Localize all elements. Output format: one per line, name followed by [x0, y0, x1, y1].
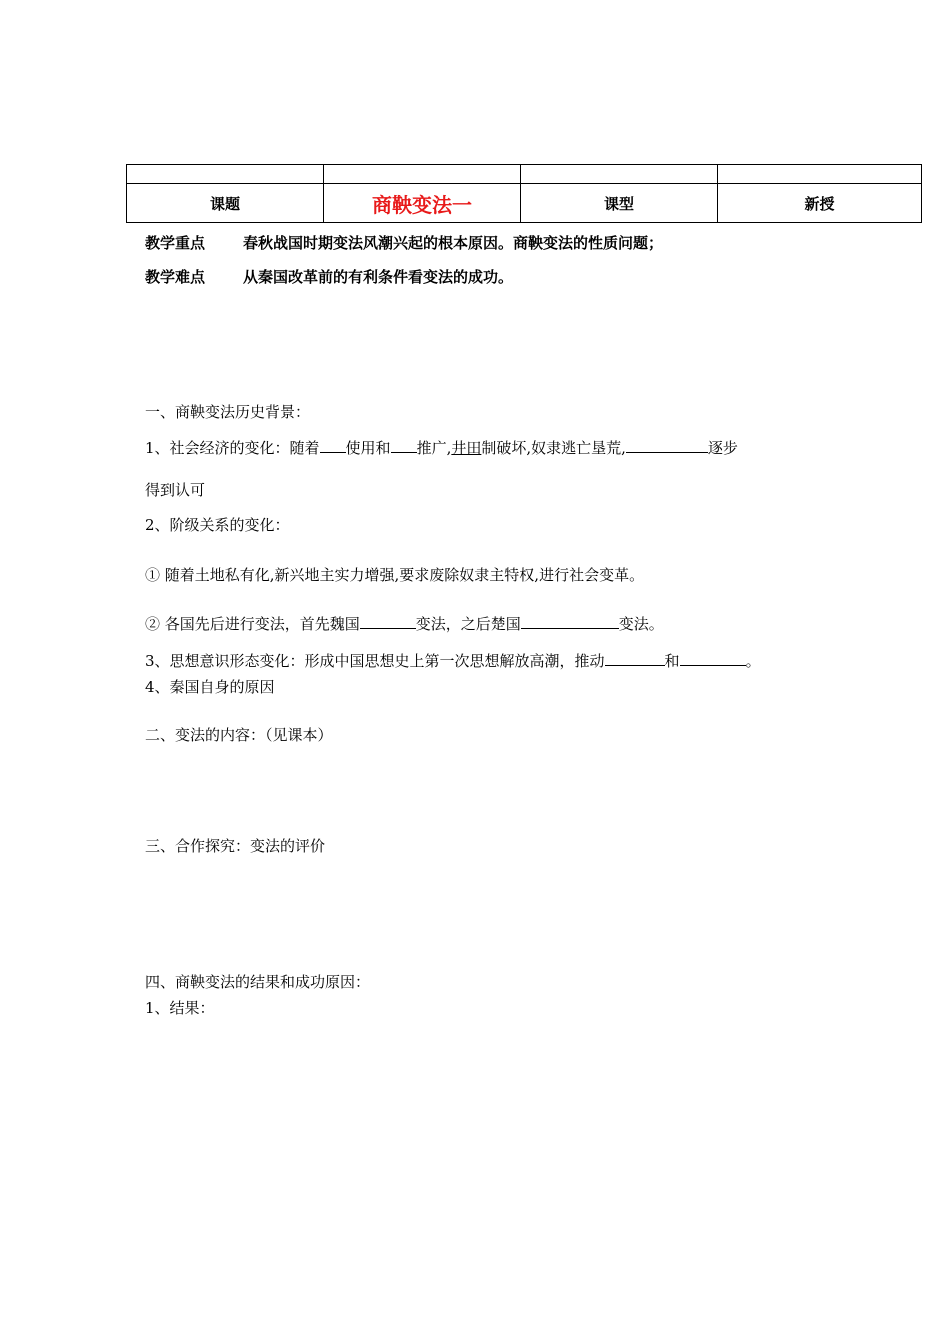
- section1-item1: 1、社会经济的变化：随着 使用和 推广,井田制破坏,奴隶逃亡垦荒, 逐步: [145, 439, 738, 457]
- teaching-focus-label: 教学重点: [145, 234, 206, 252]
- teaching-focus-text: 春秋战国时期变法风潮兴起的根本原因。商鞅变法的性质问题；: [243, 234, 664, 252]
- lesson-type-value: 新授: [718, 184, 922, 223]
- section1-item2-point2: ② 各国先后进行变法，首先魏国 变法，之后楚国 变法。: [145, 615, 664, 633]
- header-main-row: [127, 184, 922, 223]
- section1-item3: 3、思想意识形态变化：形成中国思想史上第一次思想解放高潮，推动 和 。: [145, 652, 761, 670]
- section2-heading: 二、变法的内容：（见课本）: [145, 726, 333, 744]
- fill-blank[interactable]: [680, 651, 746, 666]
- teaching-difficulty: [145, 266, 513, 287]
- header-spacer-row: [127, 165, 922, 184]
- section1-item4: 4、秦国自身的原因: [145, 678, 275, 696]
- subject-label: 课题: [127, 184, 324, 223]
- section1-item2-point1: ① 随着土地私有化,新兴地主实力增强,要求废除奴隶主特权,进行社会变革。: [145, 566, 645, 584]
- section1-heading: 一、商鞅变法历史背景：: [145, 403, 311, 421]
- section1-item1-cont: 得到认可: [145, 481, 206, 499]
- section1-item2: 2、阶级关系的变化：: [145, 516, 290, 534]
- section3-heading: 三、合作探究：变法的评价: [145, 837, 326, 855]
- fill-blank[interactable]: [626, 438, 708, 453]
- lesson-header-table: [126, 164, 922, 223]
- fill-blank[interactable]: [360, 614, 416, 629]
- fill-blank[interactable]: [320, 438, 346, 453]
- section4-heading: 四、商鞅变法的结果和成功原因：: [145, 973, 371, 991]
- fill-blank[interactable]: [605, 651, 665, 666]
- teaching-difficulty-label: 教学难点: [145, 268, 206, 286]
- teaching-difficulty-text: 从秦国改革前的有利条件看变法的成功。: [243, 268, 514, 286]
- lesson-type-label: 课型: [521, 184, 718, 223]
- fill-blank[interactable]: [521, 614, 619, 629]
- underlined-term: 井田: [451, 439, 482, 457]
- section4-item1: 1、结果：: [145, 999, 215, 1017]
- lesson-title: 商鞅变法一: [324, 184, 521, 223]
- teaching-focus: [145, 232, 663, 253]
- fill-blank[interactable]: [391, 438, 417, 453]
